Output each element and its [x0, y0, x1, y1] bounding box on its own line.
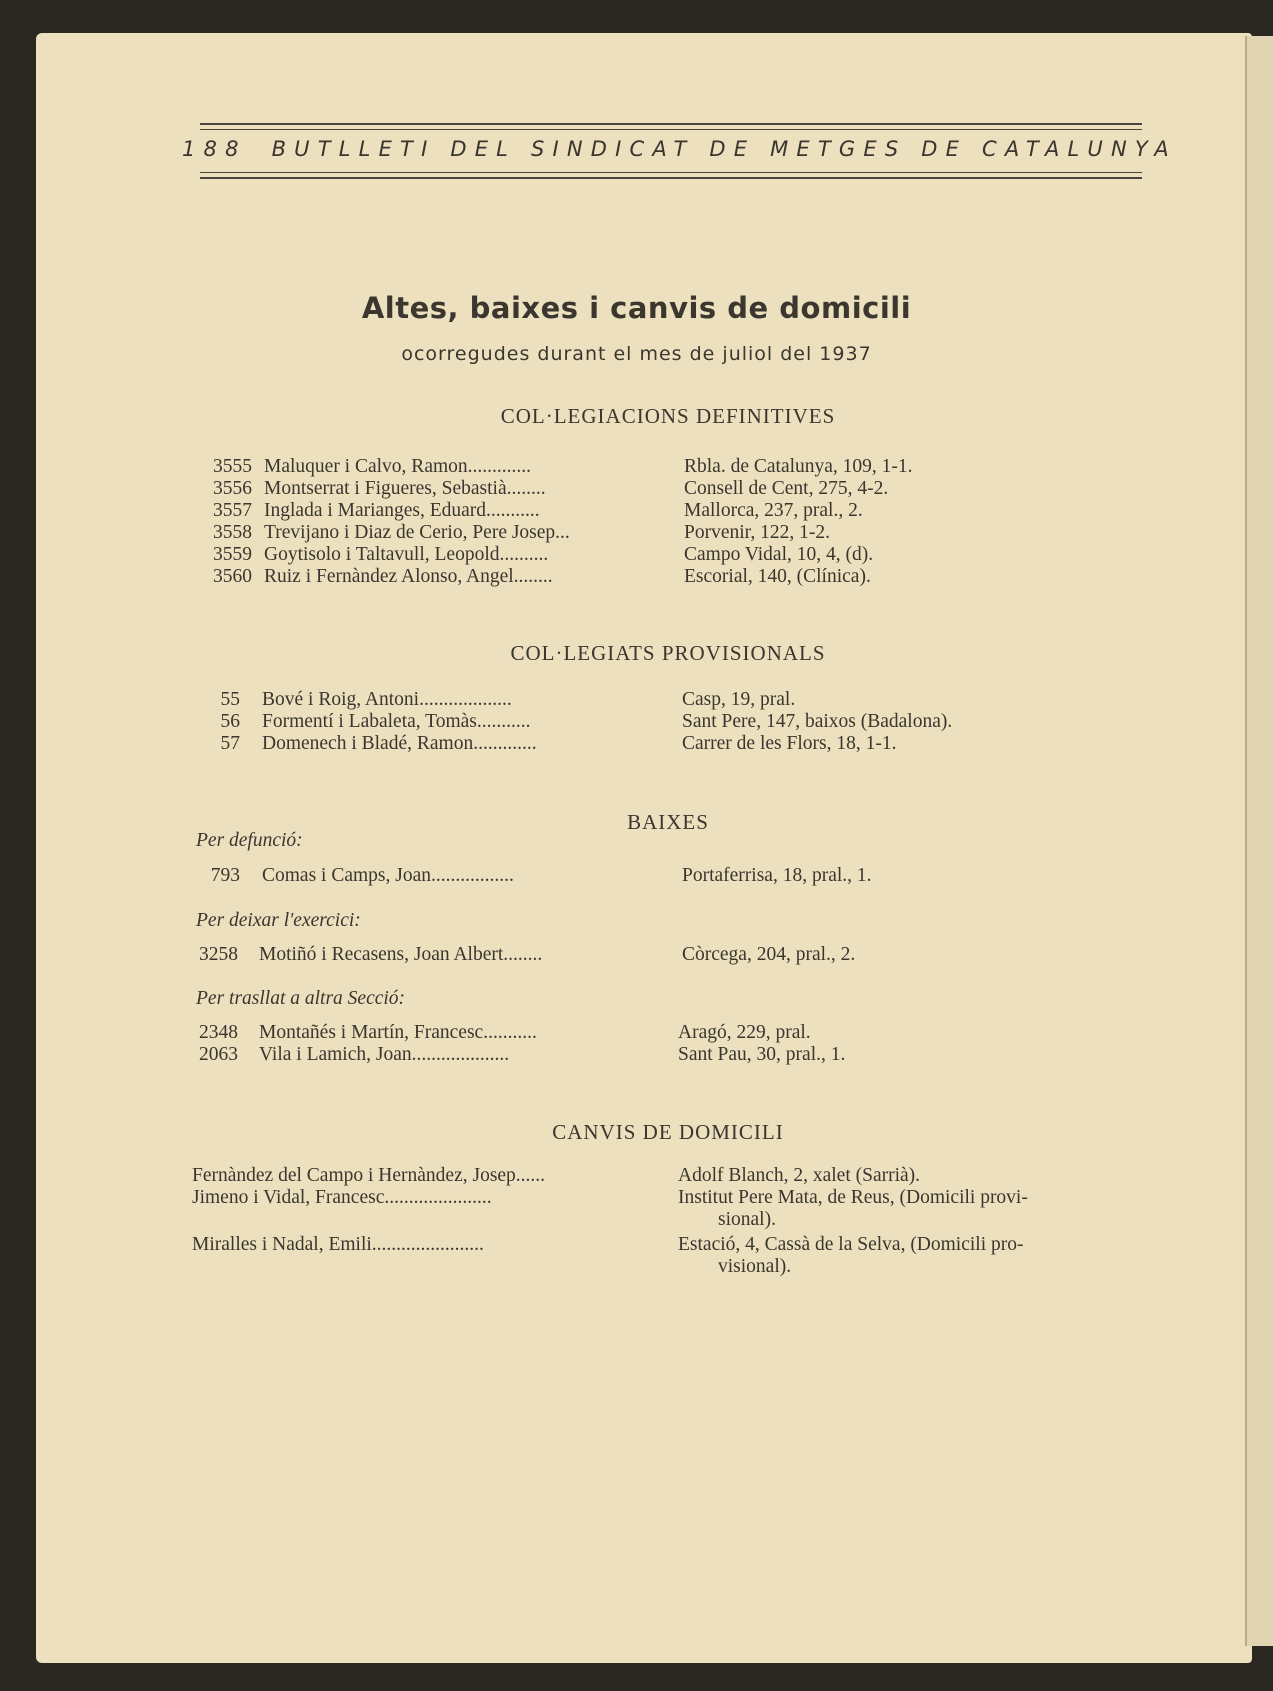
member-address: Consell de Cent, 275, 4-2.	[684, 478, 889, 499]
member-address: Escorial, 140, (Clínica).	[684, 566, 871, 587]
member-address: Aragó, 229, pral.	[678, 1022, 811, 1043]
member-name: Comas i Camps, Joan.................	[262, 865, 514, 886]
member-address: Sant Pere, 147, baixos (Badalona).	[682, 711, 953, 732]
member-address: Adolf Blanch, 2, xalet (Sarrià).	[678, 1165, 921, 1186]
category-label: Per trasllat a altra Secció:	[196, 988, 406, 1009]
member-name: Montserrat i Figueres, Sebastià........	[264, 478, 546, 499]
member-name: Motiñó i Recasens, Joan Albert........	[259, 944, 543, 965]
member-name: Goytisolo i Taltavull, Leopold..........	[264, 544, 549, 565]
member-number: 3559	[213, 544, 252, 565]
member-name: Bové i Roig, Antoni...................	[262, 689, 512, 710]
member-number: 2348	[199, 1022, 238, 1043]
member-name: Vila i Lamich, Joan....................	[259, 1044, 510, 1065]
page-title: Altes, baixes i canvis de domicili	[361, 291, 912, 325]
header-rule-top-thin	[200, 129, 1142, 130]
member-name: Montañés i Martín, Francesc...........	[259, 1022, 537, 1043]
member-number: 3555	[213, 456, 252, 477]
category-label: Per deixar l'exercici:	[196, 910, 361, 931]
member-address: Rbla. de Catalunya, 109, 1-1.	[684, 456, 913, 477]
section-heading-baixes: BAIXES	[627, 810, 709, 834]
member-name: Jimeno i Vidal, Francesc......................	[192, 1187, 492, 1208]
journal-title: BUTLLETI DEL SINDICAT DE METGES DE CATALUNYA	[271, 137, 1177, 161]
category-label: Per defunció:	[196, 830, 303, 851]
section-heading-canvis: CANVIS DE DOMICILI	[552, 1120, 784, 1144]
member-address: Estació, 4, Cassà de la Selva, (Domicili pro-	[678, 1234, 1024, 1255]
member-address: Campo Vidal, 10, 4, (d).	[684, 544, 874, 565]
member-number: 3560	[213, 566, 252, 587]
member-name: Maluquer i Calvo, Ramon.............	[264, 456, 532, 477]
member-number: 3558	[213, 522, 252, 543]
member-name: Trevijano i Diaz de Cerio, Pere Josep...	[264, 522, 570, 543]
member-number: 2063	[199, 1044, 238, 1065]
member-address: Carrer de les Flors, 18, 1-1.	[682, 733, 897, 754]
running-header	[182, 137, 1177, 161]
header-rule-top	[200, 123, 1142, 125]
section-heading-definitives: COL·LEGIACIONS DEFINITIVES	[500, 404, 836, 428]
member-number: 55	[220, 689, 240, 710]
member-number: 56	[220, 711, 240, 732]
member-address-continuation: visional).	[718, 1256, 792, 1277]
section-heading-provisionals: COL·LEGIATS PROVISIONALS	[510, 641, 826, 665]
member-address: Sant Pau, 30, pral., 1.	[678, 1044, 846, 1065]
member-number: 3556	[213, 478, 252, 499]
member-address: Mallorca, 237, pral., 2.	[684, 500, 863, 521]
member-address: Casp, 19, pral.	[682, 689, 796, 710]
member-address: Còrcega, 204, pral., 2.	[682, 944, 856, 965]
header-rule-bottom	[200, 177, 1142, 179]
member-name: Domenech i Bladé, Ramon.............	[262, 733, 537, 754]
member-address-continuation: sional).	[718, 1209, 776, 1230]
member-name: Inglada i Marianges, Eduard...........	[264, 500, 540, 521]
member-name: Fernàndez del Campo i Hernàndez, Josep......	[192, 1165, 546, 1186]
member-number: 57	[220, 733, 240, 754]
member-address: Institut Pere Mata, de Reus, (Domicili provi-	[678, 1187, 1028, 1208]
page-number: 188	[182, 137, 247, 161]
member-number: 3258	[199, 944, 238, 965]
header-rule-bottom-thin	[200, 172, 1142, 173]
member-address: Portaferrisa, 18, pral., 1.	[682, 865, 872, 886]
next-page-edge	[1245, 36, 1273, 1646]
member-name: Formentí i Labaleta, Tomàs...........	[262, 711, 531, 732]
member-number: 3557	[213, 500, 252, 521]
member-name: Miralles i Nadal, Emili.......................	[192, 1234, 484, 1255]
member-address: Porvenir, 122, 1-2.	[684, 522, 830, 543]
page-subtitle: ocorregudes durant el mes de juliol del 1937	[401, 343, 872, 365]
member-number: 793	[210, 865, 240, 886]
member-name: Ruiz i Fernàndez Alonso, Angel........	[264, 566, 553, 587]
